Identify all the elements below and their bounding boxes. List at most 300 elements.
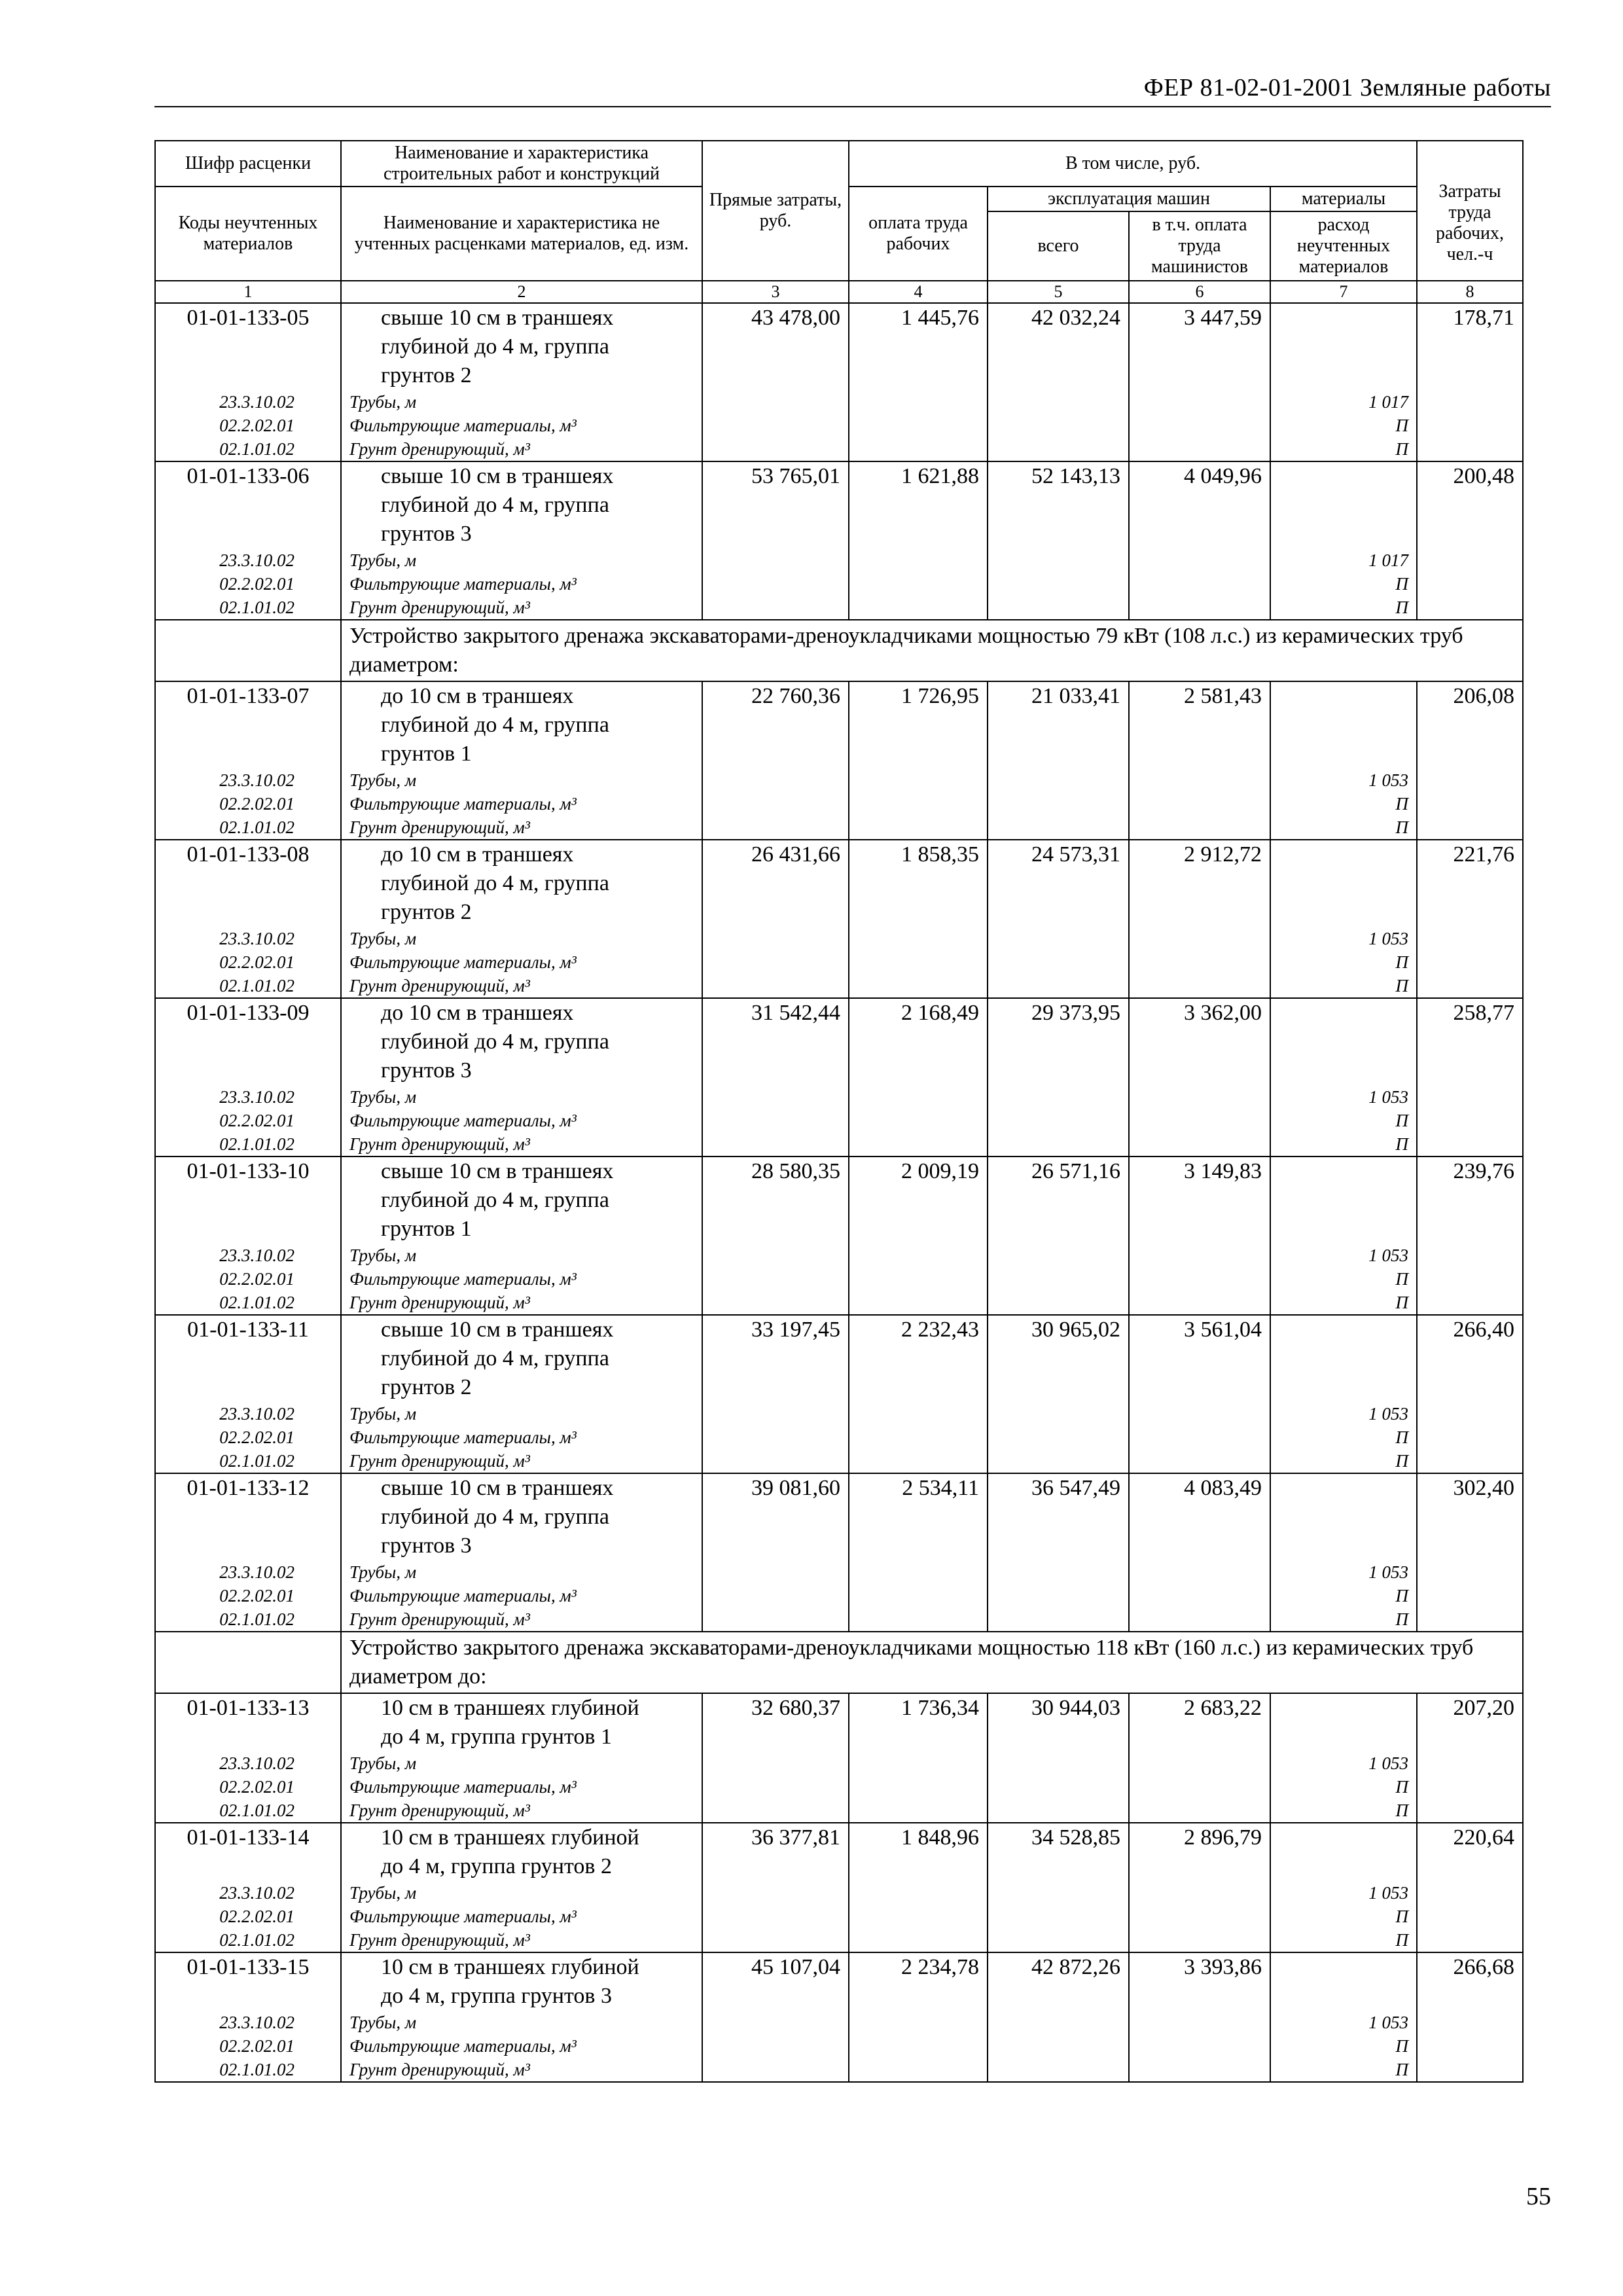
material-amount: П xyxy=(1270,1291,1417,1315)
group-code-cell xyxy=(155,1632,341,1693)
direct-cost: 33 197,45 xyxy=(702,1315,849,1402)
empty-cell xyxy=(1417,1085,1523,1109)
material-code: 23.3.10.02 xyxy=(155,1751,341,1775)
empty-cell xyxy=(1417,1291,1523,1315)
material-name: Грунт дренирующий, м³ xyxy=(341,1449,702,1473)
material-use xyxy=(1270,998,1417,1085)
rate-row xyxy=(155,1473,1523,1560)
header-code-sub: Коды неучтенных материалов xyxy=(155,187,341,281)
material-name: Грунт дренирующий, м³ xyxy=(341,1799,702,1823)
empty-cell xyxy=(702,1109,849,1132)
empty-cell xyxy=(1129,1132,1270,1157)
empty-cell xyxy=(988,1560,1129,1584)
empty-cell xyxy=(702,390,849,414)
empty-cell xyxy=(702,548,849,572)
machine-cost: 30 965,02 xyxy=(988,1315,1129,1402)
material-code: 02.2.02.01 xyxy=(155,572,341,596)
labor-cost: 2 168,49 xyxy=(849,998,988,1085)
machine-operator-cost: 2 896,79 xyxy=(1129,1823,1270,1881)
material-name: Фильтрующие материалы, м³ xyxy=(341,1109,702,1132)
rate-code: 01-01-133-10 xyxy=(155,1157,341,1244)
empty-cell xyxy=(849,974,988,998)
empty-cell xyxy=(849,596,988,620)
empty-cell xyxy=(1417,768,1523,792)
empty-cell xyxy=(1129,390,1270,414)
material-amount: П xyxy=(1270,1607,1417,1632)
empty-cell xyxy=(702,792,849,816)
material-code: 02.1.01.02 xyxy=(155,974,341,998)
machine-operator-cost: 4 049,96 xyxy=(1129,461,1270,548)
rate-row xyxy=(155,1693,1523,1751)
material-row xyxy=(155,927,1523,950)
material-row xyxy=(155,572,1523,596)
page-header-title: ФЕР 81-02-01-2001 Земляные работы xyxy=(1143,74,1551,101)
header-mach-total: всего xyxy=(988,211,1129,281)
empty-cell xyxy=(849,792,988,816)
empty-cell xyxy=(702,2058,849,2082)
material-amount: 1 053 xyxy=(1270,768,1417,792)
machine-operator-cost: 3 447,59 xyxy=(1129,303,1270,390)
machine-operator-cost: 2 683,22 xyxy=(1129,1693,1270,1751)
empty-cell xyxy=(1129,2034,1270,2058)
empty-cell xyxy=(988,572,1129,596)
rate-description: свыше 10 см в траншеях глубиной до 4 м, группа грунтов 2 xyxy=(341,303,702,390)
material-row xyxy=(155,816,1523,840)
empty-cell xyxy=(849,414,988,437)
empty-cell xyxy=(988,2058,1129,2082)
header-divider xyxy=(154,106,1551,107)
header-direct: Прямые затраты, руб. xyxy=(702,141,849,281)
material-code: 02.1.01.02 xyxy=(155,1928,341,1952)
machine-operator-cost: 4 083,49 xyxy=(1129,1473,1270,1560)
empty-cell xyxy=(1417,1109,1523,1132)
empty-cell xyxy=(702,572,849,596)
empty-cell xyxy=(1417,2058,1523,2082)
empty-cell xyxy=(988,1109,1129,1132)
material-amount: 1 053 xyxy=(1270,1085,1417,1109)
empty-cell xyxy=(988,1267,1129,1291)
material-code: 02.2.02.01 xyxy=(155,1109,341,1132)
empty-cell xyxy=(702,1402,849,1426)
empty-cell xyxy=(988,1775,1129,1799)
empty-cell xyxy=(702,596,849,620)
empty-cell xyxy=(849,1109,988,1132)
machine-cost: 42 032,24 xyxy=(988,303,1129,390)
empty-cell xyxy=(849,1244,988,1267)
empty-cell xyxy=(702,1775,849,1799)
empty-cell xyxy=(988,1085,1129,1109)
table-header-row xyxy=(155,141,1523,187)
material-row xyxy=(155,1085,1523,1109)
material-name: Фильтрующие материалы, м³ xyxy=(341,572,702,596)
material-name: Трубы, м xyxy=(341,548,702,572)
material-name: Трубы, м xyxy=(341,927,702,950)
empty-cell xyxy=(702,414,849,437)
material-use xyxy=(1270,1315,1417,1402)
rate-row xyxy=(155,681,1523,768)
material-name: Грунт дренирующий, м³ xyxy=(341,1928,702,1952)
material-code: 02.2.02.01 xyxy=(155,1426,341,1449)
material-row xyxy=(155,1109,1523,1132)
labor-cost: 1 726,95 xyxy=(849,681,988,768)
rate-code: 01-01-133-07 xyxy=(155,681,341,768)
rate-code: 01-01-133-15 xyxy=(155,1952,341,2011)
empty-cell xyxy=(988,596,1129,620)
empty-cell xyxy=(1129,1584,1270,1607)
material-name: Трубы, м xyxy=(341,1560,702,1584)
empty-cell xyxy=(1129,1085,1270,1109)
rate-description: свыше 10 см в траншеях глубиной до 4 м, группа грунтов 2 xyxy=(341,1315,702,1402)
material-use xyxy=(1270,1952,1417,2011)
empty-cell xyxy=(988,950,1129,974)
material-amount: 1 053 xyxy=(1270,1751,1417,1775)
empty-cell xyxy=(1129,1751,1270,1775)
empty-cell xyxy=(988,437,1129,461)
rate-code: 01-01-133-09 xyxy=(155,998,341,1085)
header-code: Шифр расценки xyxy=(155,141,341,187)
column-number: 3 xyxy=(702,281,849,303)
direct-cost: 26 431,66 xyxy=(702,840,849,927)
empty-cell xyxy=(1129,1449,1270,1473)
empty-cell xyxy=(849,2011,988,2034)
empty-cell xyxy=(1129,768,1270,792)
rate-code: 01-01-133-06 xyxy=(155,461,341,548)
empty-cell xyxy=(702,1751,849,1775)
header-mat-use: расход неучтенных материалов xyxy=(1270,211,1417,281)
empty-cell xyxy=(1129,950,1270,974)
material-name: Грунт дренирующий, м³ xyxy=(341,1132,702,1157)
direct-cost: 28 580,35 xyxy=(702,1157,849,1244)
material-amount: П xyxy=(1270,1584,1417,1607)
material-name: Фильтрующие материалы, м³ xyxy=(341,1267,702,1291)
empty-cell xyxy=(702,2011,849,2034)
empty-cell xyxy=(988,2011,1129,2034)
empty-cell xyxy=(1129,1291,1270,1315)
empty-cell xyxy=(702,927,849,950)
material-code: 02.1.01.02 xyxy=(155,1799,341,1823)
column-number: 7 xyxy=(1270,281,1417,303)
labor-cost: 2 234,78 xyxy=(849,1952,988,2011)
material-code: 23.3.10.02 xyxy=(155,1560,341,1584)
empty-cell xyxy=(702,1291,849,1315)
empty-cell xyxy=(849,1085,988,1109)
empty-cell xyxy=(1417,548,1523,572)
rate-row xyxy=(155,1157,1523,1244)
price-table xyxy=(154,140,1524,2083)
empty-cell xyxy=(849,1751,988,1775)
column-number: 8 xyxy=(1417,281,1523,303)
empty-cell xyxy=(988,1905,1129,1928)
material-amount: П xyxy=(1270,950,1417,974)
labor-hours: 239,76 xyxy=(1417,1157,1523,1244)
material-name: Грунт дренирующий, м³ xyxy=(341,1607,702,1632)
empty-cell xyxy=(1417,414,1523,437)
header-mach-op: в т.ч. оплата труда машинистов xyxy=(1129,211,1270,281)
empty-cell xyxy=(849,1132,988,1157)
machine-cost: 24 573,31 xyxy=(988,840,1129,927)
material-code: 02.1.01.02 xyxy=(155,1607,341,1632)
material-amount: П xyxy=(1270,572,1417,596)
material-code: 02.1.01.02 xyxy=(155,2058,341,2082)
empty-cell xyxy=(1417,1751,1523,1775)
empty-cell xyxy=(702,1267,849,1291)
empty-cell xyxy=(849,1799,988,1823)
material-use xyxy=(1270,1693,1417,1751)
material-amount: 1 017 xyxy=(1270,548,1417,572)
header-incl: В том числе, руб. xyxy=(849,141,1417,187)
empty-cell xyxy=(849,1291,988,1315)
empty-cell xyxy=(988,1928,1129,1952)
labor-cost: 2 534,11 xyxy=(849,1473,988,1560)
empty-cell xyxy=(849,437,988,461)
empty-cell xyxy=(702,1560,849,1584)
material-code: 23.3.10.02 xyxy=(155,2011,341,2034)
rate-row xyxy=(155,461,1523,548)
direct-cost: 32 680,37 xyxy=(702,1693,849,1751)
group-row xyxy=(155,1632,1523,1693)
empty-cell xyxy=(702,1132,849,1157)
material-name: Грунт дренирующий, м³ xyxy=(341,2058,702,2082)
labor-cost: 1 848,96 xyxy=(849,1823,988,1881)
material-code: 02.2.02.01 xyxy=(155,1775,341,1799)
empty-cell xyxy=(849,1449,988,1473)
material-code: 23.3.10.02 xyxy=(155,548,341,572)
material-name: Фильтрующие материалы, м³ xyxy=(341,950,702,974)
labor-hours: 221,76 xyxy=(1417,840,1523,927)
direct-cost: 43 478,00 xyxy=(702,303,849,390)
empty-cell xyxy=(988,1291,1129,1315)
material-code: 23.3.10.02 xyxy=(155,927,341,950)
labor-hours: 266,40 xyxy=(1417,1315,1523,1402)
material-code: 02.1.01.02 xyxy=(155,437,341,461)
empty-cell xyxy=(1417,1132,1523,1157)
empty-cell xyxy=(702,1881,849,1905)
material-code: 02.1.01.02 xyxy=(155,596,341,620)
empty-cell xyxy=(702,1607,849,1632)
material-row xyxy=(155,1132,1523,1157)
material-row xyxy=(155,390,1523,414)
material-name: Фильтрующие материалы, м³ xyxy=(341,414,702,437)
material-amount: П xyxy=(1270,2058,1417,2082)
header-name-sub: Наименование и характеристика не учтенных расценками материалов, ед. изм. xyxy=(341,187,702,281)
rate-row xyxy=(155,840,1523,927)
empty-cell xyxy=(849,1607,988,1632)
empty-cell xyxy=(988,816,1129,840)
material-name: Трубы, м xyxy=(341,2011,702,2034)
empty-cell xyxy=(849,950,988,974)
direct-cost: 36 377,81 xyxy=(702,1823,849,1881)
column-number: 2 xyxy=(341,281,702,303)
material-amount: П xyxy=(1270,596,1417,620)
labor-cost: 2 232,43 xyxy=(849,1315,988,1402)
empty-cell xyxy=(1417,1775,1523,1799)
direct-cost: 45 107,04 xyxy=(702,1952,849,2011)
empty-cell xyxy=(988,1607,1129,1632)
material-name: Фильтрующие материалы, м³ xyxy=(341,1584,702,1607)
machine-operator-cost: 2 912,72 xyxy=(1129,840,1270,927)
labor-hours: 178,71 xyxy=(1417,303,1523,390)
empty-cell xyxy=(849,816,988,840)
rate-code: 01-01-133-13 xyxy=(155,1693,341,1751)
material-code: 02.2.02.01 xyxy=(155,1905,341,1928)
material-row xyxy=(155,2034,1523,2058)
machine-cost: 26 571,16 xyxy=(988,1157,1129,1244)
empty-cell xyxy=(1129,1560,1270,1584)
empty-cell xyxy=(702,1449,849,1473)
machine-operator-cost: 3 561,04 xyxy=(1129,1315,1270,1402)
material-amount: 1 017 xyxy=(1270,390,1417,414)
machine-operator-cost: 3 149,83 xyxy=(1129,1157,1270,1244)
rate-description: 10 см в траншеях глубиной до 4 м, группа грунтов 3 xyxy=(341,1952,702,2011)
material-row xyxy=(155,437,1523,461)
material-row xyxy=(155,1751,1523,1775)
labor-hours: 206,08 xyxy=(1417,681,1523,768)
empty-cell xyxy=(1129,1267,1270,1291)
material-amount: 1 053 xyxy=(1270,2011,1417,2034)
empty-cell xyxy=(849,1905,988,1928)
empty-cell xyxy=(1417,572,1523,596)
rate-description: 10 см в траншеях глубиной до 4 м, группа грунтов 1 xyxy=(341,1693,702,1751)
material-use xyxy=(1270,681,1417,768)
header-mat: материалы xyxy=(1270,187,1417,211)
material-name: Грунт дренирующий, м³ xyxy=(341,816,702,840)
empty-cell xyxy=(1417,2034,1523,2058)
material-row xyxy=(155,596,1523,620)
empty-cell xyxy=(1129,414,1270,437)
empty-cell xyxy=(1417,1928,1523,1952)
rate-row xyxy=(155,1823,1523,1881)
empty-cell xyxy=(1129,596,1270,620)
empty-cell xyxy=(1129,1881,1270,1905)
material-amount: П xyxy=(1270,414,1417,437)
machine-operator-cost: 3 393,86 xyxy=(1129,1952,1270,2011)
empty-cell xyxy=(702,1426,849,1449)
material-name: Грунт дренирующий, м³ xyxy=(341,974,702,998)
empty-cell xyxy=(849,390,988,414)
empty-cell xyxy=(1129,792,1270,816)
empty-cell xyxy=(702,2034,849,2058)
material-name: Грунт дренирующий, м³ xyxy=(341,1291,702,1315)
header-labor: оплата труда рабочих xyxy=(849,187,988,281)
material-amount: П xyxy=(1270,1905,1417,1928)
labor-hours: 266,68 xyxy=(1417,1952,1523,2011)
material-row xyxy=(155,1244,1523,1267)
material-row xyxy=(155,1584,1523,1607)
material-code: 02.2.02.01 xyxy=(155,414,341,437)
material-name: Грунт дренирующий, м³ xyxy=(341,596,702,620)
material-amount: П xyxy=(1270,1267,1417,1291)
empty-cell xyxy=(1417,1244,1523,1267)
empty-cell xyxy=(1417,1267,1523,1291)
material-row xyxy=(155,792,1523,816)
empty-cell xyxy=(1129,1928,1270,1952)
empty-cell xyxy=(988,1751,1129,1775)
column-number: 5 xyxy=(988,281,1129,303)
empty-cell xyxy=(1129,974,1270,998)
material-use xyxy=(1270,461,1417,548)
material-amount: П xyxy=(1270,437,1417,461)
direct-cost: 22 760,36 xyxy=(702,681,849,768)
empty-cell xyxy=(1417,1799,1523,1823)
empty-cell xyxy=(1129,1607,1270,1632)
material-code: 23.3.10.02 xyxy=(155,1881,341,1905)
material-row xyxy=(155,548,1523,572)
labor-hours: 200,48 xyxy=(1417,461,1523,548)
direct-cost: 39 081,60 xyxy=(702,1473,849,1560)
material-code: 23.3.10.02 xyxy=(155,390,341,414)
rate-code: 01-01-133-05 xyxy=(155,303,341,390)
empty-cell xyxy=(988,927,1129,950)
machine-cost: 34 528,85 xyxy=(988,1823,1129,1881)
empty-cell xyxy=(988,768,1129,792)
material-row xyxy=(155,1291,1523,1315)
rate-code: 01-01-133-14 xyxy=(155,1823,341,1881)
header-hours: Затраты труда рабочих, чел.-ч xyxy=(1417,141,1523,281)
material-code: 23.3.10.02 xyxy=(155,1402,341,1426)
material-row xyxy=(155,1775,1523,1799)
material-row xyxy=(155,1267,1523,1291)
group-title: Устройство закрытого дренажа экскаваторами-дреноукладчиками мощностью 79 кВт (108 л.с.) из керамических труб диаметром: xyxy=(341,620,1523,681)
empty-cell xyxy=(849,768,988,792)
material-code: 02.2.02.01 xyxy=(155,1267,341,1291)
material-amount: П xyxy=(1270,1775,1417,1799)
empty-cell xyxy=(1129,1244,1270,1267)
empty-cell xyxy=(702,1799,849,1823)
material-row xyxy=(155,2011,1523,2034)
empty-cell xyxy=(1417,1449,1523,1473)
rate-row xyxy=(155,1315,1523,1402)
material-code: 02.1.01.02 xyxy=(155,1449,341,1473)
material-code: 23.3.10.02 xyxy=(155,1085,341,1109)
material-amount: П xyxy=(1270,1449,1417,1473)
empty-cell xyxy=(988,1426,1129,1449)
empty-cell xyxy=(1417,950,1523,974)
rate-description: до 10 см в траншеях глубиной до 4 м, группа грунтов 3 xyxy=(341,998,702,1085)
empty-cell xyxy=(1129,1905,1270,1928)
material-name: Трубы, м xyxy=(341,1244,702,1267)
material-amount: П xyxy=(1270,1928,1417,1952)
material-row xyxy=(155,1449,1523,1473)
direct-cost: 53 765,01 xyxy=(702,461,849,548)
empty-cell xyxy=(988,1881,1129,1905)
rate-code: 01-01-133-08 xyxy=(155,840,341,927)
labor-hours: 258,77 xyxy=(1417,998,1523,1085)
material-amount: П xyxy=(1270,2034,1417,2058)
empty-cell xyxy=(702,950,849,974)
rate-description: 10 см в траншеях глубиной до 4 м, группа грунтов 2 xyxy=(341,1823,702,1881)
empty-cell xyxy=(1129,2011,1270,2034)
rate-description: свыше 10 см в траншеях глубиной до 4 м, группа грунтов 1 xyxy=(341,1157,702,1244)
material-code: 23.3.10.02 xyxy=(155,1244,341,1267)
rate-description: свыше 10 см в траншеях глубиной до 4 м, группа грунтов 3 xyxy=(341,1473,702,1560)
material-row xyxy=(155,414,1523,437)
empty-cell xyxy=(849,572,988,596)
page-number: 55 xyxy=(1526,2183,1551,2210)
empty-cell xyxy=(702,1928,849,1952)
labor-cost: 1 445,76 xyxy=(849,303,988,390)
material-amount: П xyxy=(1270,974,1417,998)
material-name: Трубы, м xyxy=(341,768,702,792)
material-row xyxy=(155,1402,1523,1426)
material-row xyxy=(155,1905,1523,1928)
labor-hours: 207,20 xyxy=(1417,1693,1523,1751)
material-use xyxy=(1270,1823,1417,1881)
empty-cell xyxy=(849,1775,988,1799)
material-code: 02.2.02.01 xyxy=(155,2034,341,2058)
empty-cell xyxy=(1129,1109,1270,1132)
material-row xyxy=(155,950,1523,974)
material-name: Грунт дренирующий, м³ xyxy=(341,437,702,461)
